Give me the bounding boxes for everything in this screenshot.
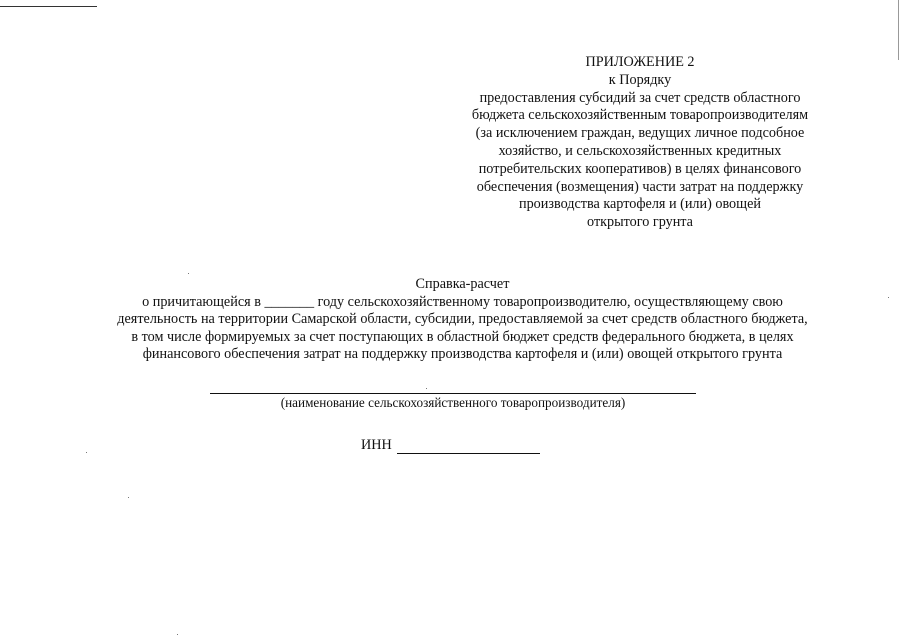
document-title: Справка-расчет	[415, 276, 510, 292]
appendix-line: потребительских кооперативов) в целях финансового	[478, 160, 802, 177]
scan-speck	[888, 297, 889, 298]
document-subtitle-line: деятельность на территории Самарской области, субсидии, предоставляемой за счет средств областного бюджета,	[117, 311, 808, 328]
producer-name-caption: (наименование сельскохозяйственного товаропроизводителя)	[280, 395, 626, 410]
appendix-line: хозяйство, и сельскохозяйственных кредитных	[498, 142, 782, 159]
scan-speck	[177, 634, 178, 635]
inn-label: ИНН	[361, 437, 392, 453]
inn-field[interactable]	[397, 438, 540, 454]
producer-name-field[interactable]	[210, 388, 696, 394]
producer-name-block	[210, 388, 696, 411]
appendix-line: открытого грунта	[587, 214, 693, 231]
appendix-number: ПРИЛОЖЕНИЕ 2	[585, 54, 695, 70]
appendix-line: обеспечения (возмещения) части затрат на поддержку	[476, 178, 804, 195]
document-subtitle-line: в том числе формируемых за счет поступающих в областной бюджет средств федерального бюджета, в целях	[131, 328, 794, 345]
appendix-reference: к Порядку	[608, 71, 672, 88]
document-subtitle-line: о причитающейся в _______ году сельскохозяйственному товаропроизводителю, осуществляющему свою	[142, 293, 783, 310]
scan-speck	[188, 273, 189, 274]
appendix-line: предоставления субсидий за счет средств областного	[479, 89, 801, 106]
scan-speck	[426, 388, 427, 389]
document-title-block	[40, 276, 885, 364]
appendix-line: производства картофеля и (или) овощей	[519, 196, 761, 213]
inn-block	[361, 436, 540, 454]
appendix-line: (за исключением граждан, ведущих личное подсобное	[475, 125, 805, 142]
scan-artifact-top-line	[0, 6, 97, 7]
appendix-line: бюджета сельскохозяйственным товаропроизводителям	[471, 107, 809, 124]
appendix-header	[450, 54, 830, 232]
document-subtitle-line: финансового обеспечения затрат на поддержку производства картофеля и (или) овощей открытого грунта	[142, 346, 783, 363]
scan-speck	[86, 452, 87, 453]
scan-speck	[128, 497, 129, 498]
scan-artifact-right-border	[898, 0, 899, 60]
